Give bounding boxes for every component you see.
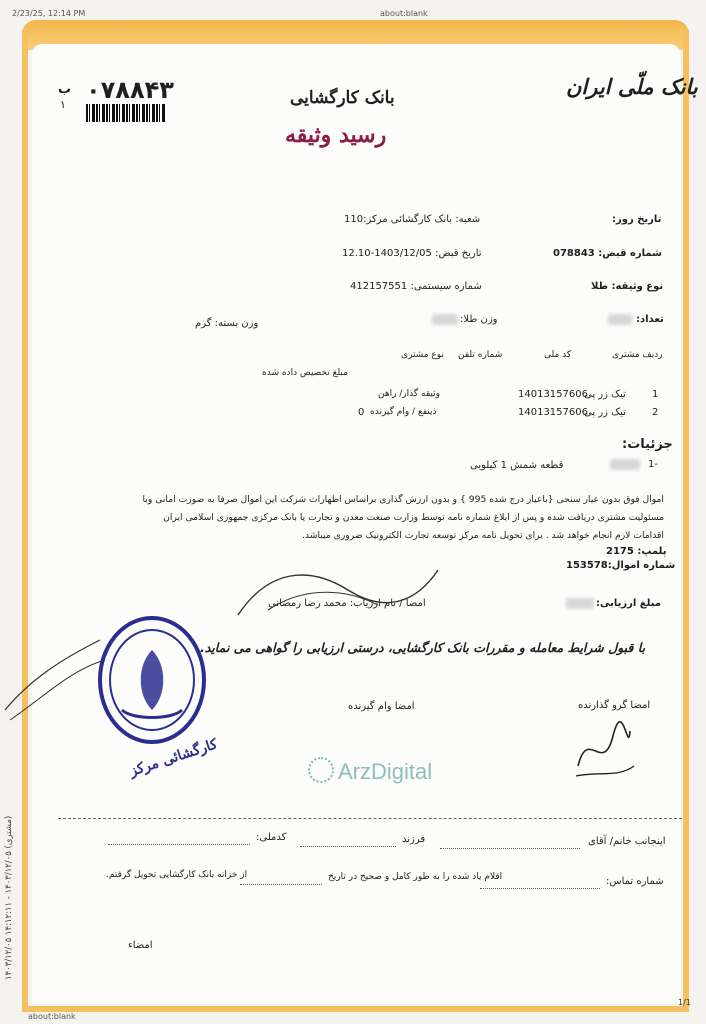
table-header-national-code: کد ملی [544,350,572,360]
appraisal-amount-redacted [566,598,594,609]
barcode [86,104,166,122]
detail-item-text: قطعه شمش 1 کیلویی [470,460,564,471]
detail-paragraph-2: مسئولیت مشتری دریافت شده و پس از ابلاغ شماره نامه توسط وزارت صنعت معدن و تجارت یا بانک مرکزی جمهوری اسلامی ایران [163,512,664,523]
receipt-date: تاریخ قبض: 1403/12/05-12.10 [342,248,482,259]
receipt-statement: اقلام یاد شده را به طور کامل و صحیح در تاریخ [328,872,503,882]
table-row-1-code: 14013157606 [518,389,588,400]
watermark [308,757,432,785]
pledger-signature-scribble [568,716,638,786]
details-heading: جزئیات: [622,437,673,452]
page-counter: 1/1 [678,998,691,1007]
receipt-name-line [440,848,580,849]
document-title: رسید وثیقه [285,122,387,148]
detail-paragraph-3: اقدامات لازم انجام خواهد شد . برای تحویل نامه مرکز توسعه تجارت الکترونیک ضروری میباشد. [302,530,664,541]
detail-item-number: 1- [648,459,658,470]
receipt-father-line [300,846,396,847]
receipt-father-label: فرزند [402,834,426,845]
bank-seal-icon [92,610,212,750]
appraiser-signature-scribble [228,560,448,620]
table-header-phone: شماره تلفن [458,350,503,360]
print-timestamp: 2/23/25, 12:14 PM [12,9,86,18]
count-label: تعداد: [636,314,664,325]
receipt-code-label: کدملی: [256,832,287,843]
frame-left [22,30,28,1012]
appraiser-name: امضا / نام ارزیاب: محمد رضا رمضانی [268,598,426,609]
gold-weight-label: وزن طلا: [460,314,498,325]
system-number: شماره سیستمی: 412157551 [350,281,482,292]
detail-item-redacted [610,459,640,470]
appraisal-amount-label: مبلغ ارزیابی: [596,598,661,609]
receipt-code-line [108,844,250,845]
table-header-amount: مبلغ تخصیص داده شده [262,368,348,378]
gold-weight-redacted [432,314,458,325]
bank-logo-text: بانک ملّی ایران [566,74,698,99]
pack-weight: وزن بسته: گرم [195,318,259,329]
stamp-text: کارگشائی مرکز [127,736,220,780]
side-vertical-text: (مشتری) ۱۴۰۳/۱۲/۰۵ - ۱۴:۱۲:۱۱ ۱۴۰۳/۱۲/۰۵ [4,815,14,980]
bank-name: بانک کارگشایی [290,88,395,108]
watermark-logo-icon [308,757,334,783]
table-row-2-code: 14013157606 [518,407,588,418]
serial-prefix: ب [58,82,72,97]
watermark-text: ArzDigital [338,759,433,784]
detail-paragraph-1: اموال فوق بدون عیار سنجی {باعیار درج شده 995 } و بدون ارزش گذاری براساس اظهارات شرکت این اموال صرفا به صورت امانی وبا [142,494,664,505]
receipt-name-label: اینجانب خانم/ آقای [588,836,666,847]
table-row-2-amount: 0 [358,407,365,418]
table-row-1-type: وثیقه گذار/ راهن [378,389,440,399]
document-paper [32,44,680,1004]
collateral-type: نوع وثیقه: طلا [591,281,664,292]
serial-suffix: ۱ [60,98,66,111]
table-row-1-name: تیک زر پی [584,389,626,400]
table-header-type: نوع مشتری [401,350,444,360]
receipt-number: شماره قبض: 078843 [553,248,662,259]
receipt-statement-end: از خزانه بانک کارگشایی تحویل گرفتم. [106,870,248,880]
serial-number: ۰۷۸۸۴۳ [86,76,174,104]
receipt-signature-label: امضاء [128,940,153,951]
receipt-divider [58,818,682,820]
receipt-phone-label: شماره تماس: [606,876,664,887]
borrower-signature-label: امضا وام گیرنده [348,701,415,712]
print-url-top: about:blank [380,9,428,18]
print-url-bottom: about:blank [28,1012,76,1021]
seal-number: پلمپ: 2175 [606,546,667,557]
pledger-signature-label: امضا گرو گذارنده [578,700,651,711]
table-row-1-index: 1 [652,389,659,400]
frame-bottom [22,1006,689,1012]
branch-field: شعبه: بانک کارگشائی مرکز:110 [344,214,481,225]
frame-right [683,30,689,1012]
table-header-customer: ردیف مشتری [612,350,663,360]
table-row-2-index: 2 [652,407,659,418]
receipt-phone-line [480,888,600,889]
table-row-2-name: تیک زر پی [584,407,626,418]
count-redacted [608,314,632,325]
date-label: تاریخ روز: [612,214,662,225]
table-row-2-type: ذینفع / وام گیرنده [370,407,437,417]
property-number: شماره اموال:153578 [566,560,676,571]
appraisal-statement: با قبول شرایط معامله و مقررات بانک کارگشایی، درستی ارزیابی را گواهی می نماید. [200,640,646,655]
receipt-date-line [240,884,322,885]
browser-header [0,0,706,22]
